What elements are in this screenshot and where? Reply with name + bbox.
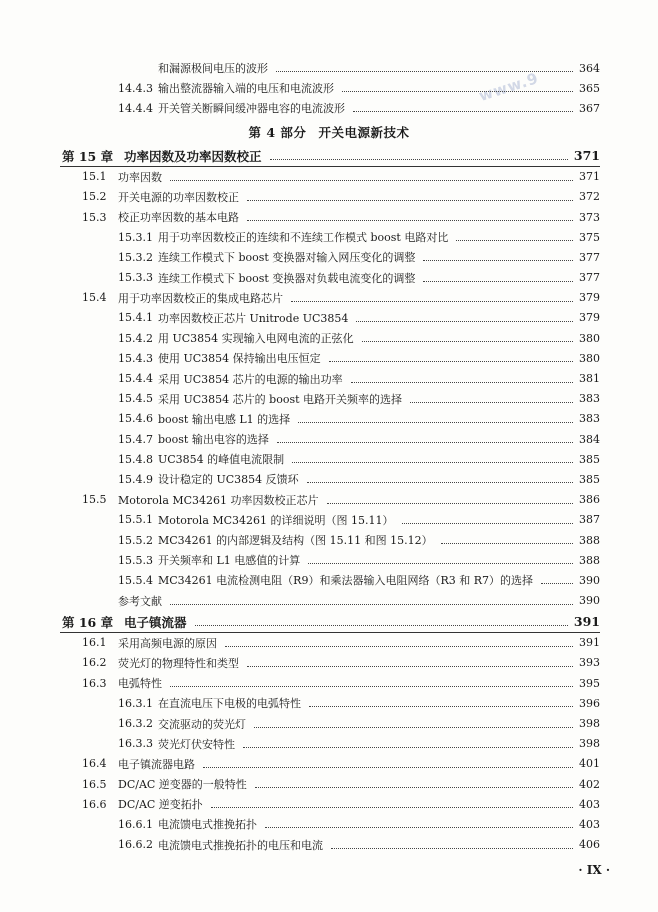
dot-leader [195,625,568,626]
toc-entry[interactable] [0,268,658,288]
toc-entry[interactable] [0,389,658,409]
dot-leader [351,382,573,383]
toc-entry-title: 输出整流器输入端的电压和电流波形 [158,82,334,96]
dot-leader [265,827,573,828]
part-label: 第 4 部分 [248,124,307,140]
toc-entry[interactable] [0,78,658,98]
part-title: 开关电源新技术 [318,124,410,140]
toc-entry[interactable] [0,550,658,570]
toc-entry-page: 398 [579,717,600,731]
dot-leader [255,787,573,788]
chapter-rule [60,166,600,167]
toc-entry[interactable] [0,754,658,774]
dot-leader [170,604,573,605]
toc-entry-page: 371 [573,148,600,164]
watermark-stamp: www.9 [476,68,542,106]
toc-entry-page: 385 [579,452,600,466]
dot-leader [170,686,573,687]
toc-entry[interactable] [0,530,658,550]
toc-entry[interactable] [0,98,658,118]
toc-main-list [0,145,658,855]
toc-entry[interactable] [0,429,658,449]
toc-entry-number: 15.4.3 [118,351,153,365]
dot-leader [247,220,573,221]
toc-entry-title: 功率因数校正芯片 Unitrode UC3854 [158,311,349,325]
toc-entry[interactable] [0,673,658,693]
toc-entry-page: 373 [579,210,600,224]
dot-leader [291,301,573,302]
toc-entry-number: 16.5 [82,777,107,791]
toc-entry-title: 校正功率因数的基本电路 [118,211,239,225]
toc-entry-title: 电子镇流器 [124,614,187,630]
toc-entry-title: UC3854 的峰值电流限制 [158,453,285,467]
toc-entry-title: 荧光灯的物理特性和类型 [118,656,239,670]
toc-entry-page: 395 [579,676,600,690]
dot-leader [225,646,573,647]
toc-entry[interactable] [0,611,658,633]
dot-leader [292,462,573,463]
toc-entry-title: 交流驱动的荧光灯 [158,717,246,731]
toc-entry[interactable] [0,308,658,328]
dot-leader [329,361,573,362]
toc-entry-page: 390 [579,594,600,608]
toc-entry[interactable] [0,247,658,267]
toc-entry-page: 398 [579,737,600,751]
toc-entry-number: 15.4.5 [118,392,153,406]
dot-leader [456,240,573,241]
toc-entry-title: DC/AC 逆变拓扑 [118,798,203,812]
toc-entry[interactable] [0,794,658,814]
toc-entry[interactable] [0,469,658,489]
toc-entry-title: 采用 UC3854 芯片的电源的输出功率 [158,372,343,386]
toc-entry-title: 开关电源的功率因数校正 [118,190,239,204]
toc-entry-title: 电弧特性 [118,677,162,691]
toc-entry-number: 15.1 [82,170,107,184]
toc-entry[interactable] [0,167,658,187]
toc-entry-title: 功率因数 [118,170,162,184]
toc-entry-number: 15.4.7 [118,432,153,446]
toc-entry[interactable] [0,187,658,207]
toc-entry-number: 16.3.1 [118,696,153,710]
toc-entry-page: 377 [579,271,600,285]
toc-entry-number: 16.4 [82,757,107,771]
dot-leader [276,71,573,72]
dot-leader [243,747,573,748]
dot-leader [327,503,573,504]
toc-entry-page: 383 [579,392,600,406]
toc-entry-page: 383 [579,412,600,426]
toc-entry[interactable] [0,145,658,167]
toc-entry-number: 15.4 [82,291,107,305]
toc-entry[interactable] [0,490,658,510]
toc-entry[interactable] [0,591,658,611]
toc-entry[interactable] [0,409,658,429]
toc-entry[interactable] [0,207,658,227]
toc-entry-title: Motorola MC34261 功率因数校正芯片 [118,493,319,507]
toc-entry-title: 采用 UC3854 芯片的 boost 电路开关频率的选择 [158,392,403,406]
toc-entry-number: 14.4.3 [118,81,153,95]
toc-entry-page: 380 [579,351,600,365]
toc-entry-number: 16.1 [82,636,107,650]
toc-entry-page: 387 [579,513,600,527]
toc-entry-title: 荧光灯伏安特性 [158,737,235,751]
dot-leader [298,422,573,423]
toc-entry-number: 16.6.2 [118,838,153,852]
toc-entry-number: 15.4.2 [118,331,153,345]
toc-entry[interactable] [0,653,658,673]
dot-leader [441,543,573,544]
toc-entry-title: 用于功率因数校正的集成电路芯片 [118,291,283,305]
toc-entry-title: MC34261 的内部逻辑及结构（图 15.11 和图 15.12） [158,534,433,548]
toc-entry[interactable] [0,774,658,794]
toc-entry-number: 15.4.6 [118,412,153,426]
toc-entry-title: 用于功率因数校正的连续和不连续工作模式 boost 电路对比 [158,231,449,245]
toc-entry-title: 开关频率和 L1 电感值的计算 [158,554,301,568]
toc-entry-title: 电流馈电式推挽拓扑 [158,818,257,832]
toc-entry[interactable] [0,510,658,530]
toc-entry[interactable] [0,570,658,590]
toc-entry[interactable] [0,633,658,653]
toc-entry-number: 15.5.1 [118,513,153,527]
dot-leader [423,260,573,261]
toc-entry-number: 15.3.2 [118,250,153,264]
toc-entry-page: 403 [579,797,600,811]
dot-leader [277,442,573,443]
toc-entry[interactable] [0,288,658,308]
toc-entry-number: 16.6.1 [118,817,153,831]
toc-entry-page: 384 [579,432,600,446]
toc-entry-title: 连续工作模式下 boost 变换器对输入网压变化的调整 [158,251,416,265]
dot-leader [423,281,573,282]
toc-entry-page: 379 [579,311,600,325]
toc-entry-page: 393 [579,656,600,670]
dot-leader [353,111,573,112]
toc-entry-number: 15.4.4 [118,372,153,386]
toc-entry-number: 16.3.3 [118,737,153,751]
dot-leader [270,159,568,160]
toc-entry-page: 390 [579,573,600,587]
toc-entry[interactable] [0,814,658,834]
toc-entry-page: 388 [579,553,600,567]
toc-entry[interactable] [0,693,658,713]
toc-entry-page: 380 [579,331,600,345]
toc-entry-page: 375 [579,230,600,244]
toc-entry-page: 402 [579,777,600,791]
toc-entry-title: 开关管关断瞬间缓冲器电容的电流波形 [158,102,345,116]
dot-leader [309,706,573,707]
toc-entry-number: 16.3.2 [118,717,153,731]
toc-entry-page: 386 [579,493,600,507]
toc-entry-title: 电流馈电式推挽拓扑的电压和电流 [158,838,323,852]
toc-entry-title: DC/AC 逆变器的一般特性 [118,778,247,792]
dot-leader [170,180,573,181]
dot-leader [247,200,573,201]
toc-entry-title: Motorola MC34261 的详细说明（图 15.11） [158,513,394,527]
toc-entry-number: 第 15 章 [62,148,114,164]
dot-leader [254,727,573,728]
toc-entry-number: 16.2 [82,656,107,670]
dot-leader [203,767,573,768]
toc-entry-number: 15.2 [82,190,107,204]
toc-entry-number: 15.3.1 [118,230,153,244]
toc-entry-page: 372 [579,190,600,204]
toc-entry-page: 364 [579,61,600,75]
toc-entry-number: 15.5.2 [118,533,153,547]
toc-entry[interactable] [0,328,658,348]
toc-entry[interactable] [0,227,658,247]
page-folio: · IX · [578,863,610,877]
chapter-rule [60,632,600,633]
toc-entry-page: 403 [579,817,600,831]
toc-entry-number: 第 16 章 [62,614,114,630]
dot-leader [211,807,573,808]
toc-entry-title: 使用 UC3854 保持输出电压恒定 [158,352,321,366]
part-heading [0,119,658,145]
toc-entry-page: 381 [579,372,600,386]
dot-leader [247,666,573,667]
toc-entry-page: 385 [579,472,600,486]
toc-entry-number: 16.6 [82,797,107,811]
dot-leader [307,482,573,483]
dot-leader [362,341,573,342]
toc-entry-number: 15.5 [82,493,107,507]
toc-entry-title: 和漏源极间电压的波形 [158,62,268,76]
toc-entry-number: 15.4.1 [118,311,153,325]
toc-entry-page: 365 [579,81,600,95]
toc-entry-title: 设计稳定的 UC3854 反馈环 [158,473,299,487]
dot-leader [308,563,573,564]
toc-entry-title: boost 输出电感 L1 的选择 [158,412,291,426]
toc-entry-title: 用 UC3854 实现输入电网电流的正弦化 [158,332,354,346]
toc-entry-page: 388 [579,533,600,547]
toc-entry-title: 电子镇流器电路 [118,757,195,771]
toc-entry[interactable] [0,734,658,754]
toc-entry-number: 14.4.4 [118,101,153,115]
toc-entry-page: 396 [579,696,600,710]
dot-leader [402,523,573,524]
toc-entry-number: 15.4.8 [118,452,153,466]
toc-entry[interactable] [0,713,658,733]
dot-leader [342,91,573,92]
dot-leader [331,848,573,849]
toc-continued-list [0,58,658,119]
toc-entry-page: 377 [579,250,600,264]
dot-leader [541,583,573,584]
toc-entry[interactable] [0,58,658,78]
toc-entry-title: 连续工作模式下 boost 变换器对负载电流变化的调整 [158,271,416,285]
table-of-contents [0,58,658,855]
toc-entry[interactable] [0,835,658,855]
toc-entry-number: 15.5.4 [118,573,153,587]
toc-entry-page: 371 [579,170,600,184]
dot-leader [356,321,573,322]
toc-entry-page: 391 [573,614,600,630]
dot-leader [410,402,573,403]
toc-entry[interactable] [0,449,658,469]
toc-entry-page: 401 [579,757,600,771]
toc-entry-title: 在直流电压下电极的电弧特性 [158,697,301,711]
toc-entry-number: 15.5.3 [118,553,153,567]
toc-entry[interactable] [0,368,658,388]
toc-entry[interactable] [0,348,658,368]
toc-entry-title: MC34261 电流检测电阻（R9）和乘法器输入电阻网络（R3 和 R7）的选择 [158,574,534,588]
toc-entry-page: 367 [579,101,600,115]
toc-entry-number: 15.3 [82,210,107,224]
toc-entry-page: 379 [579,291,600,305]
toc-entry-number: 16.3 [82,676,107,690]
toc-entry-title: 参考文献 [118,594,162,608]
toc-entry-page: 406 [579,838,600,852]
toc-entry-number: 15.3.3 [118,271,153,285]
toc-entry-title: 采用高频电源的原因 [118,636,217,650]
toc-entry-title: boost 输出电容的选择 [158,433,269,447]
toc-entry-number: 15.4.9 [118,472,153,486]
toc-entry-page: 391 [579,636,600,650]
toc-entry-title: 功率因数及功率因数校正 [124,148,262,164]
